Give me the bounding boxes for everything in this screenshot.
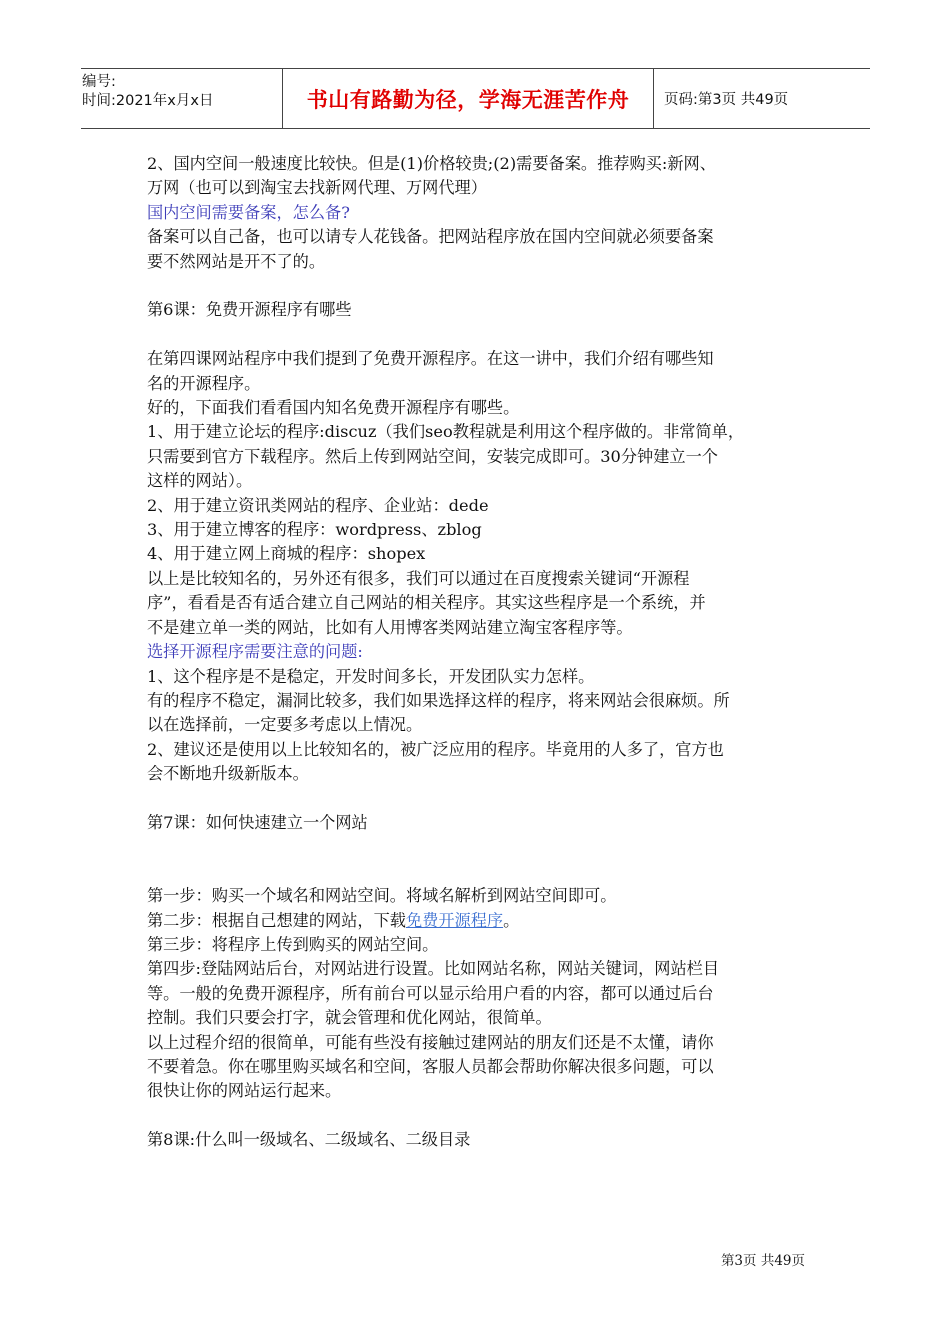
step-text: 。	[503, 910, 520, 930]
step-line: 第一步：购买一个域名和网站空间。将域名解析到网站空间即可。	[147, 886, 617, 906]
paragraph-line: 好的，下面我们看看国内知名免费开源程序有哪些。	[147, 398, 520, 418]
step-line	[147, 909, 812, 933]
number-label: 编号:	[82, 74, 116, 90]
document-body	[147, 152, 812, 1153]
paragraph-line: 有的程序不稳定，漏洞比较多，我们如果选择这样的程序，将来网站会很麻烦。所	[147, 690, 730, 710]
paragraph-line: 以上是比较知名的，另外还有很多，我们可以通过在百度搜索关键词“开源程	[147, 568, 690, 588]
paragraph-line: 以上过程介绍的很简单，可能有些没有接触过建网站的朋友们还是不太懂，请你	[147, 1032, 714, 1052]
header-motto-cell	[282, 69, 654, 128]
paragraph-line: 在第四课网站程序中我们提到了免费开源程序。在这一讲中，我们介绍有哪些知	[147, 349, 714, 369]
paragraph-line: 要不然网站是开不了的。	[147, 251, 326, 271]
paragraph-line: 万网（也可以到淘宝去找新网代理、万网代理）	[147, 178, 487, 198]
step-text: 第二步：根据自己想建的网站，下载	[147, 910, 406, 930]
open-source-link[interactable]: 免费开源程序	[406, 910, 504, 930]
list-item: 1、这个程序是不是稳定，开发时间多长，开发团队实力怎样。	[147, 666, 595, 686]
paragraph-line: 会不断地升级新版本。	[147, 764, 309, 784]
page-label: 页码:第3页 共49页	[664, 92, 789, 108]
list-item: 4、用于建立网上商城的程序：shopex	[147, 544, 426, 564]
paragraph-line: 不要着急。你在哪里购买域名和空间，客服人员都会帮助你解决很多问题，可以	[147, 1056, 714, 1076]
header-page-cell	[654, 69, 870, 128]
paragraph-line: 以在选择前，一定要多考虑以上情况。	[147, 715, 423, 735]
page-footer: 第3页 共49页	[720, 1253, 805, 1269]
step-line: 第四步:登陆网站后台，对网站进行设置。比如网站名称，网站关键词，网站栏目	[147, 959, 720, 979]
subheading-choose: 选择开源程序需要注意的问题:	[147, 642, 363, 662]
lesson-8-title: 第8课:什么叫一级域名、二级域名、二级目录	[147, 1130, 471, 1150]
paragraph-line: 2、国内空间一般速度比较快。但是(1)价格较贵;(2)需要备案。推荐购买:新网、	[147, 154, 716, 173]
paragraph-line: 备案可以自己备，也可以请专人花钱备。把网站程序放在国内空间就必须要备案	[147, 227, 714, 247]
page-header	[81, 68, 870, 129]
list-item: 2、建议还是使用以上比较知名的，被广泛应用的程序。毕竟用的人多了，官方也	[147, 739, 724, 759]
step-line: 第三步：将程序上传到购买的网站空间。	[147, 934, 439, 954]
paragraph-line: 这样的网站）。	[147, 471, 253, 491]
lesson-7-title: 第7课：如何快速建立一个网站	[147, 812, 368, 832]
paragraph-line: 控制。我们只要会打字，就会管理和优化网站，很简单。	[147, 1008, 552, 1028]
paragraph-line: 名的开源程序。	[147, 373, 261, 393]
paragraph-line: 不是建立单一类的网站，比如有人用博客类网站建立淘宝客程序等。	[147, 617, 633, 637]
list-item: 2、用于建立资讯类网站的程序、企业站：dede	[147, 495, 489, 515]
header-meta	[81, 69, 282, 128]
paragraph-line: 等。一般的免费开源程序，所有前台可以显示给用户看的内容，都可以通过后台	[147, 983, 714, 1003]
paragraph-line: 只需要到官方下载程序。然后上传到网站空间，安装完成即可。30分钟建立一个	[147, 446, 718, 466]
time-label: 时间:2021年x月x日	[82, 93, 214, 109]
subheading-filing: 国内空间需要备案，怎么备?	[147, 202, 350, 222]
paragraph-line: 很快让你的网站运行起来。	[147, 1081, 342, 1101]
motto: 书山有路勤为径，学海无涯苦作舟	[306, 87, 630, 112]
paragraph-line: 序”，看看是否有适合建立自己网站的相关程序。其实这些程序是一个系统，并	[147, 593, 706, 613]
lesson-6-title: 第6课：免费开源程序有哪些	[147, 300, 352, 320]
list-item: 3、用于建立博客的程序：wordpress、zblog	[147, 520, 482, 540]
list-item: 1、用于建立论坛的程序:discuz（我们seo教程就是利用这个程序做的。非常简单，	[147, 422, 745, 442]
